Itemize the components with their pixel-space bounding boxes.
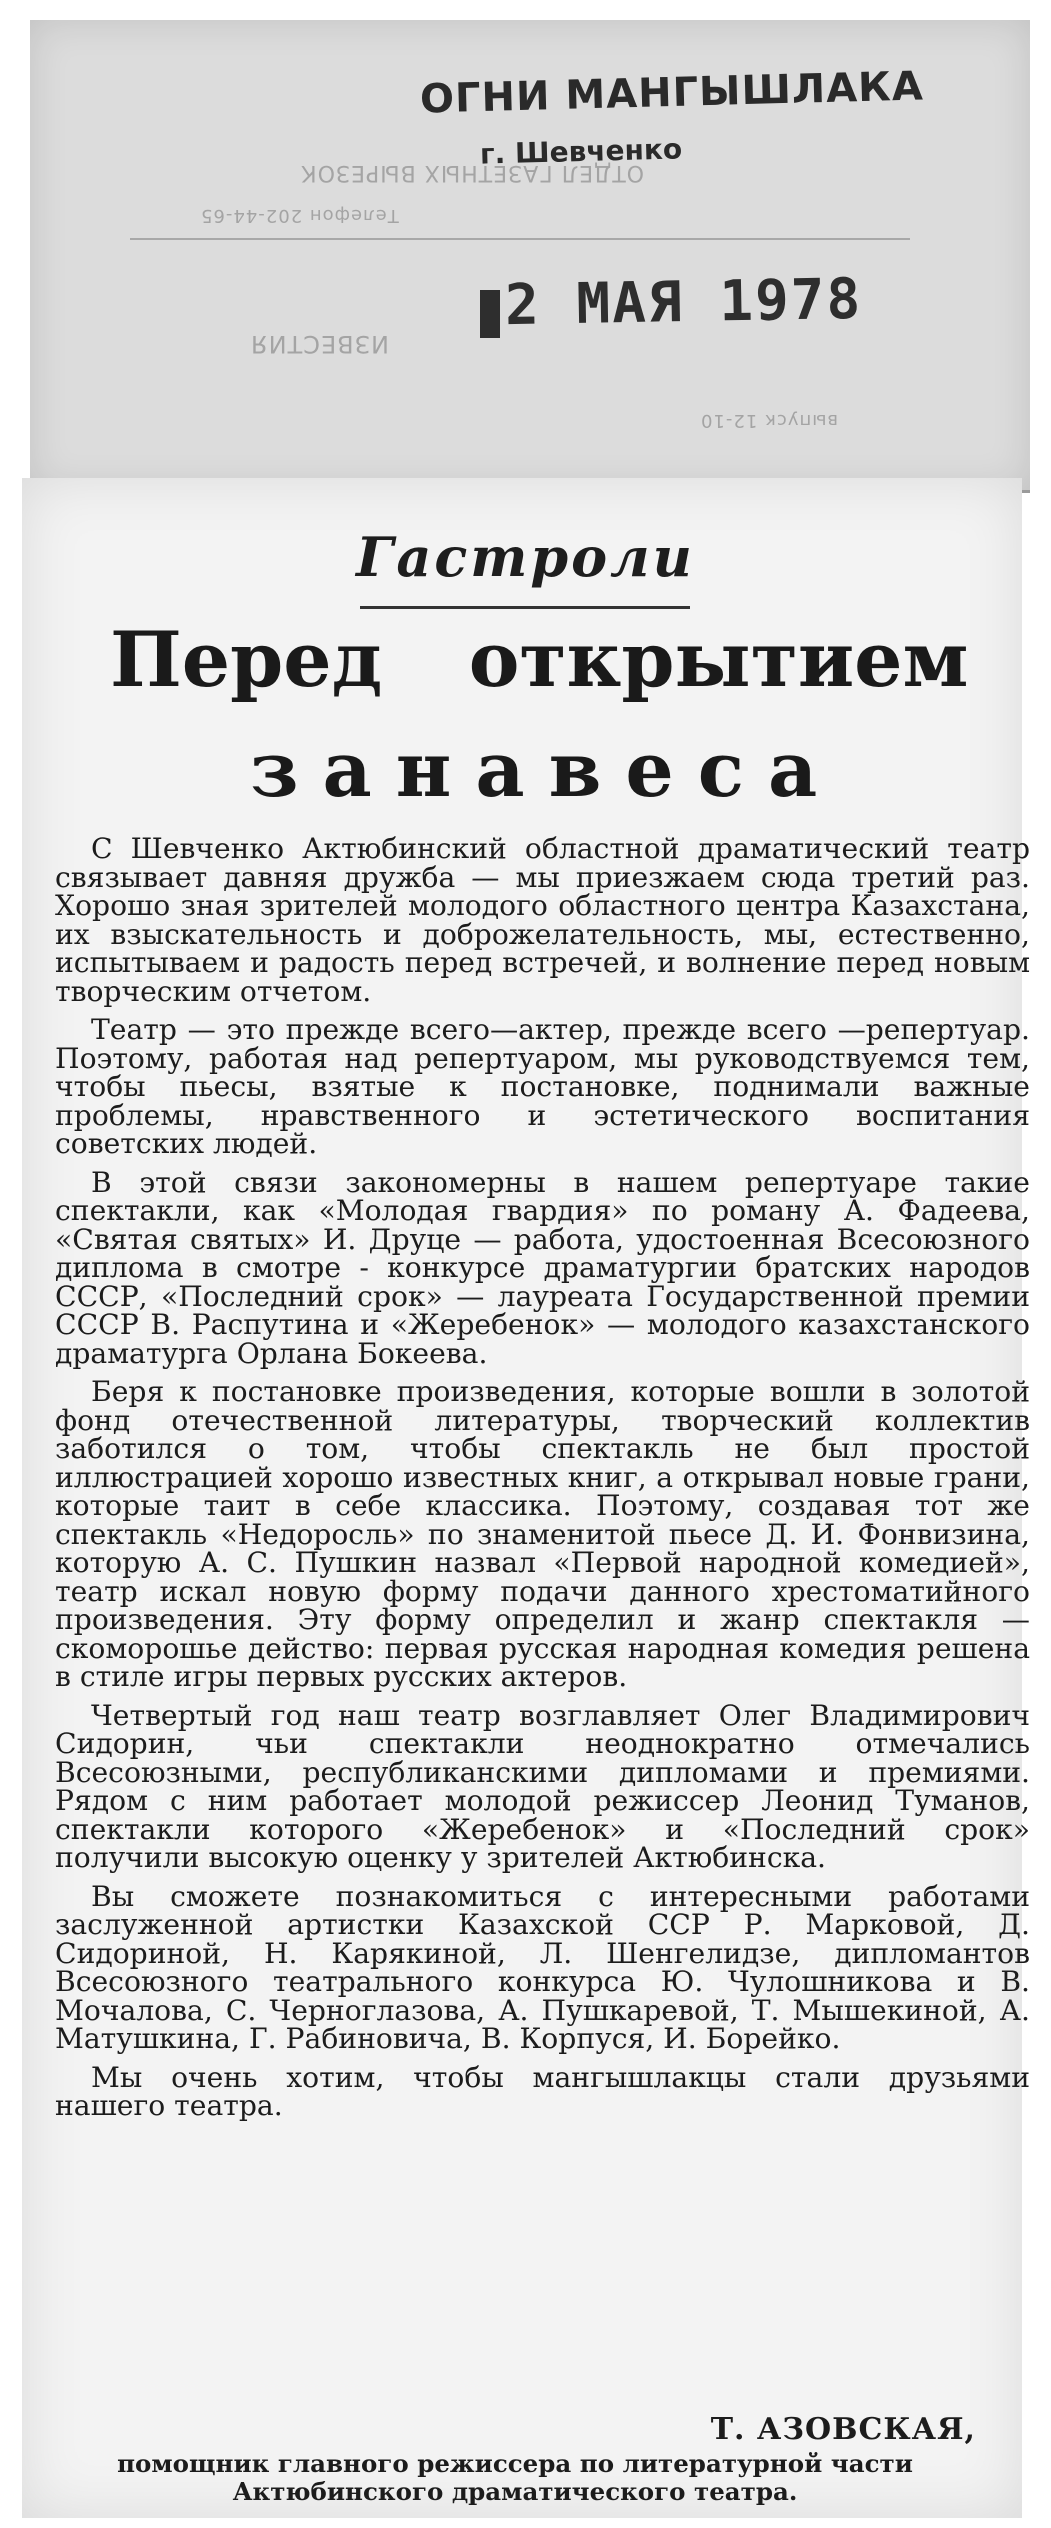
rubric-underline bbox=[360, 606, 690, 609]
paragraph: С Шевченко Актюбинский областной драматический театр связывает давняя дружба — мы приезжаем сюда третий раз. Хорошо зная зрителей молодого областного центра Казахстана, их взыскательность и доброжелательность, мы, естественно, испытываем и радость перед встречей, и волнение перед новым творческим отчетом. bbox=[55, 832, 1030, 1008]
faded-header-line: ИЗВЕСТИЯ bbox=[250, 330, 390, 358]
headline-line-1: Перед открытием bbox=[110, 615, 969, 704]
newspaper-stamp-city: г. Шевченко bbox=[479, 132, 683, 171]
article-rubric: Гастроли bbox=[356, 525, 695, 589]
paragraph: Четвертый год наш театр возглавляет Олег Владимирович Сидорин, чьи спектакли неоднократно отмечались Всесоюзными, республиканскими дипломами и премиями. Рядом с ним работает молодой режиссер Леонид Туманов, спектакли которого «Жеребенок» и «Последний срок» получили высокую оценку у зрителей Актюбинска. bbox=[55, 1698, 1030, 1874]
faded-header-line: Телефон 202-44-65 bbox=[200, 205, 399, 226]
paragraph: В этой связи закономерны в нашем репертуаре такие спектакли, как «Молодая гвардия» по роману А. Фадеева, «Святая святых» И. Друце — работа, удостоенная Всесоюзного диплома в смотре - конкурсе драматургии братских народов СССР, «Последний срок» — лауреата Государственной премии СССР В. Распутина и «Жеребенок» — молодого казахстанского драматурга Орлана Бокеева. bbox=[55, 1165, 1030, 1370]
paragraph: Вы сможете познакомиться с интересными работами заслуженной артистки Казахской ССР Р. Марковой, Д. Сидориной, Н. Карякиной, Л. Шенгелидзе, дипломантов Всесоюзного театрального конкурса Ю. Чулошниковa и В. Мочалова, С. Черноглазова, А. Пушкаревой, Т. Мышекиной, А. Матушкина, Г. Рабиновича, В. Корпуся, И. Борейко. bbox=[55, 1879, 1030, 2055]
paragraph: Беря к постановке произведения, которые вошли в золотой фонд отечественной литературы, творческий коллектив заботился о том, чтобы спектакль не был простой иллюстрацией хорошо известных книг, а открывал новые грани, которые таит в себе классика. Поэтому, создавая тот же спектакль «Недоросль» по знаменитой пьесе Д. И. Фонвизина, которую А. С. Пушкин назвал «Первой народной комедией», театр искал новую форму подачи данного хрестоматийного произведения. Эту форму определил и жанр спектакля — скоморошье действо: первая русская народная комедия решена в стиле игры первых русских актеров. bbox=[55, 1375, 1030, 1693]
faded-header-line: ОТДЕЛ ГАЗЕТНЫХ ВЫРЕЗОК bbox=[300, 160, 645, 185]
newspaper-stamp-name: ОГНИ МАНГЫШЛАКА bbox=[419, 63, 925, 123]
faded-rule bbox=[130, 238, 910, 240]
article-body bbox=[55, 832, 1030, 2131]
paragraph: Мы очень хотим, чтобы мангышлакцы стали друзьями нашего театра. bbox=[55, 2060, 1030, 2122]
author-signature: Т. АЗОВСКАЯ, bbox=[710, 2412, 976, 2447]
headline-line-2: занавеса bbox=[250, 725, 842, 814]
author-position: помощник главного режиссера по литературной части Актюбинского драматического театра. bbox=[117, 2449, 913, 2506]
faded-header-line: выпуск 12-10 bbox=[700, 410, 839, 431]
date-stamp: 2 МАЯ 1978 bbox=[504, 266, 863, 339]
paragraph: Театр — это прежде всего—актер, прежде всего —репертуар. Поэтому, работая над репертуаром, мы руководствуемся тем, чтобы пьесы, взятые к постановке, поднимали важные проблемы, нравственного и эстетического воспитания советских людей. bbox=[55, 1013, 1030, 1160]
date-stamp-mark bbox=[480, 290, 500, 338]
